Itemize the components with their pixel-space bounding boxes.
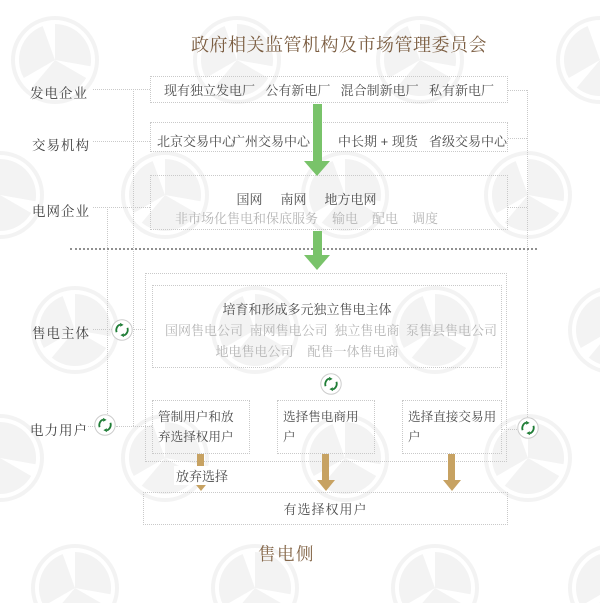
connector-grid	[93, 207, 150, 208]
recycle-icon-users-right	[517, 417, 539, 439]
grid-item: 国网	[236, 192, 263, 207]
abandon-choice-label: 放弃选择	[174, 466, 230, 485]
retail-company: 地电售电公司	[215, 344, 294, 359]
recycle-icon-center	[320, 373, 342, 395]
recycle-icon-users-left	[94, 414, 116, 436]
trading-item: 北京交易中心	[157, 134, 236, 149]
side-label-retail: 售电主体	[32, 326, 90, 341]
green-arrow-top-shaft	[313, 104, 322, 161]
shutter-logo-watermark	[568, 544, 600, 603]
side-label-generation: 发电企业	[30, 86, 88, 101]
rail-right	[527, 90, 528, 417]
connector-right-grid	[508, 207, 527, 208]
section-separator	[70, 248, 537, 250]
grid-item: 南网	[280, 192, 307, 207]
footer-title: 售电侧	[258, 544, 315, 564]
page-title: 政府相关监管机构及市场管理委员会	[191, 35, 487, 55]
connector-retail-label	[93, 329, 112, 330]
retail-company: 独立售电商	[334, 323, 400, 338]
rail-left-inner	[107, 207, 108, 414]
connector-generation	[93, 89, 150, 90]
tan-arrow-3-head	[443, 480, 461, 491]
green-arrow-top-head	[304, 161, 330, 176]
side-label-users: 电力用户	[30, 423, 88, 438]
retail-company: 泵售县售电公司	[405, 323, 497, 338]
tan-arrow-2-head	[317, 480, 335, 491]
trading-item: 省级交易中心	[429, 134, 508, 149]
shutter-logo-watermark	[0, 151, 44, 239]
shutter-logo-watermark	[31, 544, 119, 603]
user-box-label: 管制用户和放弃选择权用户	[158, 410, 234, 444]
user-box-regulated	[152, 400, 250, 454]
connector-retail-box	[133, 329, 145, 330]
generation-item: 公有新电厂	[265, 83, 331, 98]
retail-company: 南网售电公司	[249, 323, 328, 338]
grid-service-item: 配电	[372, 211, 399, 226]
retail-inner-box	[152, 285, 502, 368]
retail-heading: 培育和形成多元独立售电主体	[222, 302, 392, 317]
green-arrow-mid-shaft	[313, 231, 322, 255]
tan-arrow-3-shaft	[448, 454, 455, 480]
grid-item: 地方电网	[324, 192, 377, 207]
user-box-direct-trade	[402, 400, 502, 454]
generation-item: 私有新电厂	[428, 83, 494, 98]
shutter-logo-watermark	[556, 16, 600, 104]
generation-item: 现有独立发电厂	[164, 83, 256, 98]
generation-item: 混合制新电厂	[340, 83, 419, 98]
shutter-logo-watermark	[391, 544, 479, 603]
retail-company: 国网售电公司	[165, 323, 244, 338]
rail-left-outer	[133, 89, 134, 426]
user-box-retailer-choice	[277, 400, 375, 454]
green-arrow-mid-head	[304, 255, 330, 270]
grid-service-item: 输电	[331, 211, 358, 226]
connector-right-trading	[508, 138, 527, 139]
retail-company: 配售一体售电商	[307, 344, 399, 359]
generation-box	[150, 76, 508, 103]
grid-service-item: 非市场化售电和保底服务	[174, 211, 318, 226]
connector-right-generation	[508, 90, 527, 91]
connector-trading	[93, 141, 150, 142]
side-label-grid: 电网企业	[32, 204, 90, 219]
user-box-label: 选择售电商用户	[283, 410, 359, 444]
side-label-trading: 交易机构	[32, 138, 90, 153]
user-box-label: 选择直接交易用户	[408, 410, 497, 444]
trading-box	[150, 122, 508, 152]
trading-item: 中长期 + 现货	[338, 134, 418, 149]
recycle-icon-retail	[111, 319, 133, 341]
grid-box	[150, 175, 508, 230]
tan-arrow-2-shaft	[322, 454, 329, 480]
shutter-logo-watermark	[568, 286, 600, 374]
grid-service-item: 调度	[412, 211, 439, 226]
eligible-users-label: 有选择权用户	[283, 502, 368, 517]
eligible-users-box	[143, 492, 508, 525]
trading-item: 广州交易中心	[232, 134, 311, 149]
